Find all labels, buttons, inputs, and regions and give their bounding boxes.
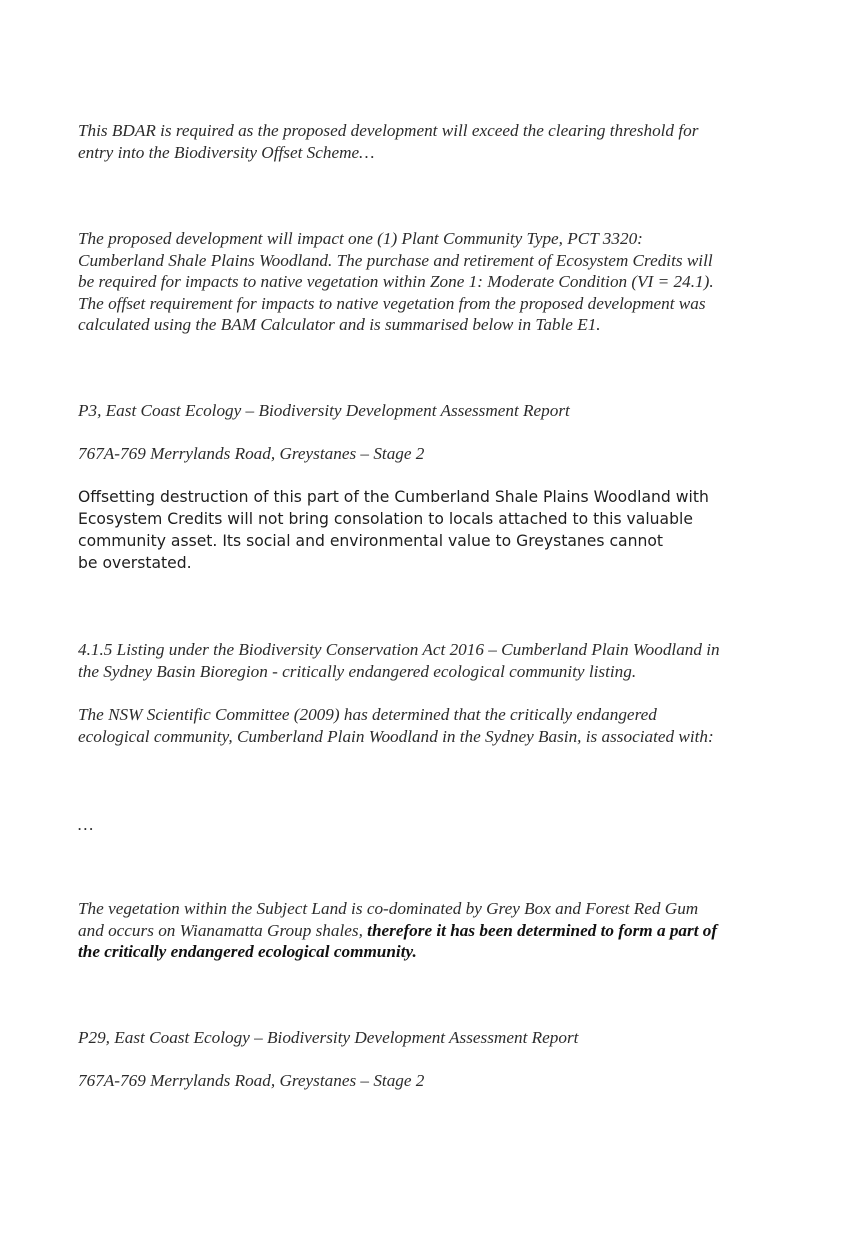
source-citation-p29: P29, East Coast Ecology – Biodiversity Development Assessment Report	[78, 1028, 579, 1047]
source-address-p3: 767A-769 Merrylands Road, Greystanes – Stage 2	[78, 444, 425, 463]
quote-bdar-requirement	[78, 120, 788, 163]
text-line: The offset requirement for impacts to native vegetation from the proposed development was	[78, 293, 706, 313]
text-line: The NSW Scientific Committee (2009) has determined that the critically endangered	[78, 705, 657, 724]
author-comment	[78, 486, 788, 574]
text-line: the Sydney Basin Bioregion - critically endangered ecological community listing.	[78, 661, 637, 681]
text-line: calculated using the BAM Calculator and is summarised below in Table E1.	[78, 315, 601, 334]
source-citation-p3: P3, East Coast Ecology – Biodiversity Development Assessment Report	[78, 401, 570, 420]
text-line: 4.1.5 Listing under the Biodiversity Conservation Act 2016 – Cumberland Plain Woodland in	[78, 640, 720, 659]
text-segment: and occurs on Wianamatta Group shales,	[78, 920, 368, 940]
text-line: be overstated.	[78, 554, 192, 572]
text-line: The proposed development will impact one (1) Plant Community Type, PCT 3320:	[78, 229, 643, 248]
text-line: Ecosystem Credits will not bring consolation to locals attached to this valuable	[78, 510, 693, 528]
emphasized-text: the critically endangered ecological community.	[78, 942, 417, 961]
text-line: Cumberland Shale Plains Woodland. The purchase and retirement of Ecosystem Credits will	[78, 250, 713, 270]
quote-vegetation-determination	[78, 898, 788, 963]
text-line: ecological community, Cumberland Plain Woodland in the Sydney Basin, is associated with:	[78, 726, 714, 746]
quote-scientific-committee	[78, 704, 788, 747]
ellipsis-marker: …	[78, 815, 94, 834]
source-address-p29: 767A-769 Merrylands Road, Greystanes – Stage 2	[78, 1071, 425, 1090]
emphasized-text: therefore it has been determined to form a part of	[367, 920, 718, 940]
text-line: The vegetation within the Subject Land is co-dominated by Grey Box and Forest Red Gum	[78, 899, 699, 918]
text-line: community asset. Its social and environmental value to Greystanes cannot	[78, 532, 664, 550]
quote-plant-community-impact	[78, 228, 788, 336]
text-line: be required for impacts to native vegetation within Zone 1: Moderate Condition (VI = 24.1).	[78, 272, 714, 291]
text-line: entry into the Biodiversity Offset Scheme…	[78, 142, 375, 162]
section-heading-4-1-5	[78, 639, 788, 682]
text-line	[78, 920, 788, 942]
text-line: Offsetting destruction of this part of the Cumberland Shale Plains Woodland with	[78, 488, 709, 506]
text-line: This BDAR is required as the proposed development will exceed the clearing threshold for	[78, 121, 699, 140]
